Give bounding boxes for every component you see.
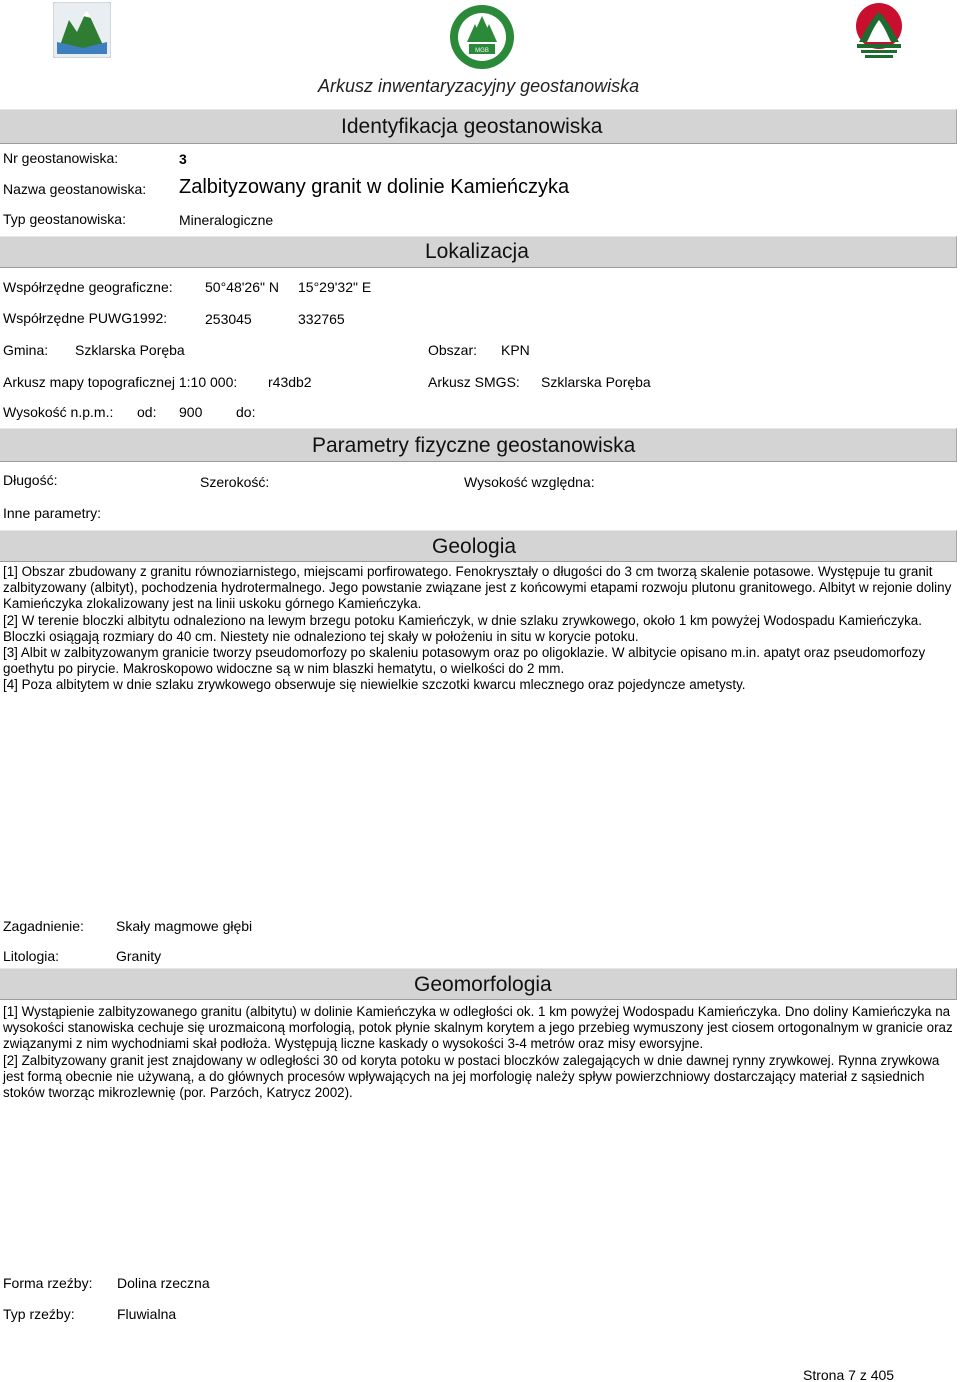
lithology-label: Litologia: bbox=[3, 948, 60, 964]
geo-lon-value: 15°29'32" E bbox=[298, 279, 372, 295]
document-title: Arkusz inwentaryzacyjny geostanowiska bbox=[318, 76, 640, 96]
topo-map-label: Arkusz mapy topograficznej 1:10 000: bbox=[3, 374, 238, 390]
smgs-label: Arkusz SMGS: bbox=[428, 374, 520, 390]
relief-form-label: Forma rzeźby: bbox=[3, 1275, 93, 1291]
geo-coords-label: Współrzędne geograficzne: bbox=[3, 279, 173, 295]
altitude-from-label: od: bbox=[137, 404, 157, 420]
ministry-emblem-icon bbox=[851, 2, 907, 62]
physical-section-title: Parametry fizyczne geostanowiska bbox=[312, 434, 636, 457]
puwg-y-value: 332765 bbox=[298, 311, 345, 327]
width-label: Szerokość: bbox=[200, 474, 270, 490]
geology-paragraph: [4] Poza albitytem w dnie szlaku zrywkowego obserwuje się niewielkie szczotki kwarcu mlecznego oraz pojedyncze ametysty. bbox=[3, 677, 746, 693]
national-park-emblem-icon bbox=[449, 4, 515, 70]
geology-description bbox=[3, 564, 953, 694]
relief-type-label: Typ rzeźby: bbox=[3, 1306, 75, 1322]
type-label: Typ geostanowiska: bbox=[3, 211, 126, 227]
geology-section-title: Geologia bbox=[432, 535, 517, 558]
number-value: 3 bbox=[179, 151, 187, 167]
issue-label: Zagadnienie: bbox=[3, 918, 84, 934]
name-label: Nazwa geostanowiska: bbox=[3, 181, 147, 197]
obszar-label: Obszar: bbox=[428, 342, 478, 358]
puwg-x-value: 253045 bbox=[205, 311, 252, 327]
other-params-label: Inne parametry: bbox=[3, 505, 102, 521]
geomorphology-paragraph: [2] Zalbityzowany granit jest znajdowany w odległości 30 od koryta potoku w postaci bloczków zalegających w dnie dawnej rynny zrywkowej. Rynna zrywkowa jest formą obecnie nie używaną, a do głównych procesów wpływających na jej morfologię należy spływ powierzchniowy dostarczający materiał z sąsiednich stoków tworząc mikrozlewnię (por. Parzóch, Katrycz 2002). bbox=[3, 1052, 940, 1101]
relief-type-value: Fluwialna bbox=[117, 1306, 177, 1322]
puwg-label: Współrzędne PUWG1992: bbox=[3, 310, 168, 326]
geology-paragraph: [1] Obszar zbudowany z granitu równoziarnistego, miejscami porfirowatego. Fenokryształy o długości do 3 cm tworzą skalenie potasowe. Występuje tu granit zalbityzowany (albityt), pochodzenia hydrotermalnego. Jego powstanie związane jest z końcowymi etapami rozwoju plutonu granitowego. Albityt w rejonie doliny Kamieńczyka zlokalizowany jest na linii uskoku górnego Kamieńczyka. bbox=[3, 564, 952, 612]
identification-section-title: Identyfikacja geostanowiska bbox=[341, 115, 603, 138]
obszar-value: KPN bbox=[501, 342, 530, 358]
svg-text:MGB: MGB bbox=[475, 48, 489, 54]
topo-map-value: r43db2 bbox=[268, 374, 312, 390]
relative-height-label: Wysokość względna: bbox=[464, 474, 595, 490]
altitude-label: Wysokość n.p.m.: bbox=[3, 404, 114, 420]
type-value: Mineralogiczne bbox=[179, 212, 274, 228]
page-number: Strona 7 z 405 bbox=[803, 1367, 895, 1382]
length-label: Długość: bbox=[3, 472, 58, 488]
location-section-title: Lokalizacja bbox=[425, 240, 529, 263]
relief-form-value: Dolina rzeczna bbox=[117, 1275, 210, 1291]
geo-lat-value: 50°48'26" N bbox=[205, 279, 279, 295]
geology-paragraph: [3] Albit w zalbityzowanym granicie tworzy pseudomorfozy po skaleniu potasowym oraz po oligoklazie. W albitycie opisano m.in. apatyt oraz pseudomorfozy goethytu po pirycie. Makroskopowo widoczne są w nim blaszki hematytu, o wielkości do 2 mm. bbox=[3, 645, 926, 677]
geology-paragraph: [2] W terenie bloczki albitytu odnaleziono na lewym brzegu potoku Kamieńczyk, w dnie szlaku zrywkowego, około 1 km powyżej Wodospadu Kamieńczyka. Bloczki osiągają rozmiary do 40 cm. Niestety nie odnaleziono tej skały w położeniu in situ w korycie potoku. bbox=[3, 612, 922, 644]
altitude-from-value: 900 bbox=[179, 404, 203, 420]
smgs-value: Szklarska Poręba bbox=[541, 374, 651, 390]
mountain-logo-icon bbox=[53, 2, 111, 58]
geomorphology-section-title: Geomorfologia bbox=[414, 973, 552, 996]
geomorphology-description bbox=[3, 1004, 953, 1101]
name-value: Zalbityzowany granit w dolinie Kamieńczyka bbox=[179, 176, 570, 198]
lithology-value: Granity bbox=[116, 948, 162, 964]
altitude-to-label: do: bbox=[236, 404, 256, 420]
gmina-value: Szklarska Poręba bbox=[75, 342, 185, 358]
number-label: Nr geostanowiska: bbox=[3, 150, 119, 166]
geomorphology-paragraph: [1] Wystąpienie zalbityzowanego granitu (albitytu) w dolinie Kamieńczyka w odległości ok. 1 km powyżej Wodospadu Kamieńczyka. Dno doliny Kamieńczyka na wysokości stanowiska cechuje się urozmaiconą morfologią, potok płynie skalnym korytem a jego przebieg wymuszony jest ciosem ortogonalnym w granicie oraz związanymi z nim wychodniami skał podłoża. Występują liczne kaskady o wysokości 3-4 metrów oraz misy eworsyjne. bbox=[3, 1004, 953, 1052]
gmina-label: Gmina: bbox=[3, 342, 49, 358]
issue-value: Skały magmowe głębi bbox=[116, 918, 253, 934]
